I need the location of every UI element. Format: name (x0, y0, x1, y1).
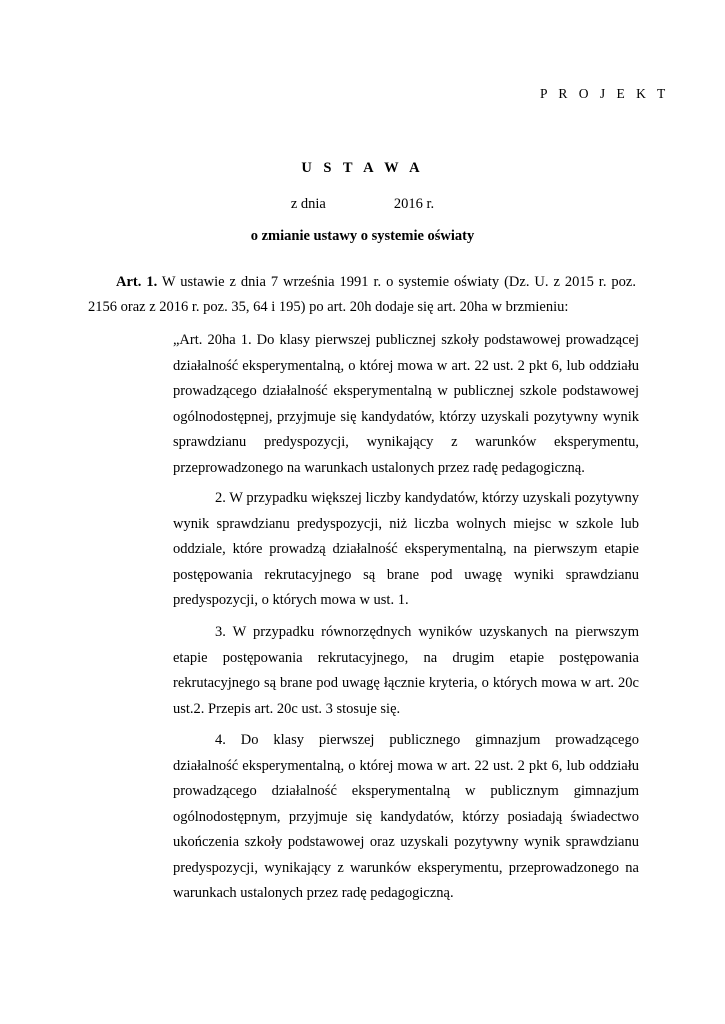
document-title: U S T A W A (301, 160, 424, 176)
date-line (0, 196, 725, 213)
quoted-paragraph-3: 3. W przypadku równorzędnych wyników uzyskanych na pierwszym etapie postępowania rekrutacyjnego, na drugim etapie postępowania rekrutacyjnego są brane pod uwagę łącznie kryteria, o których mowa w art. 20c ust.2. Przepis art. 20c ust. 3 stosuje się. (173, 624, 639, 717)
article-1-text: W ustawie z dnia 7 września 1991 r. o systemie oświaty (Dz. U. z 2015 r. poz. 2156 oraz z 2016 r. poz. 35, 64 i 195) po art. 20h dodaje się art. 20ha w brzmieniu: (88, 274, 636, 315)
quoted-paragraph-1: „Art. 20ha 1. Do klasy pierwszej publicznej szkoły podstawowej prowadzącej działalność eksperymentalną, o której mowa w art. 22 ust. 2 pkt 6, lub oddziału prowadzącego działalność eksperymentalną w publicznej szkole podstawowej ogólnodostępnej, przyjmuje się kandydatów, którzy uzyskali pozytywny wynik sprawdzianu predyspozycji, wynikający z warunków eksperymentu, przeprowadzonego na warunkach ustalonych przez radę pedagogiczną. (173, 332, 639, 476)
article-1 (88, 270, 636, 320)
draft-label: P R O J E K T (540, 86, 670, 101)
date-year: 2016 r. (393, 196, 435, 212)
article-1-label: Art. 1. (116, 274, 158, 290)
quoted-paragraph-4: 4. Do klasy pierwszej publicznego gimnazjum prowadzącego działalność eksperymentalną, o której mowa w art. 22 ust. 2 pkt 6, lub oddziału prowadzącego działalność eksperymentalną w publicznym gimnazjum ogólnodostępnym, przyjmuje się kandydatów, którzy posiadają świadectwo ukończenia szkoły podstawowej oraz uzyskali pozytywny wynik sprawdzianu predyspozycji, wynikający z warunków eksperymentu, przeprowadzonego na warunkach ustalonych przez radę pedagogiczną. (173, 732, 639, 901)
date-prefix: z dnia (290, 196, 326, 212)
document-subtitle: o zmianie ustawy o systemie oświaty (250, 228, 475, 244)
quoted-paragraph-2: 2. W przypadku większej liczby kandydatów, którzy uzyskali pozytywny wynik sprawdzianu predyspozycji, niż liczba wolnych miejsc w szkole lub oddziale, które prowadzą działalność eksperymentalną, na pierwszym etapie postępowania rekrutacyjnego są brane pod uwagę wyniki sprawdzianu predyspozycji, o których mowa w ust. 1. (173, 490, 639, 608)
